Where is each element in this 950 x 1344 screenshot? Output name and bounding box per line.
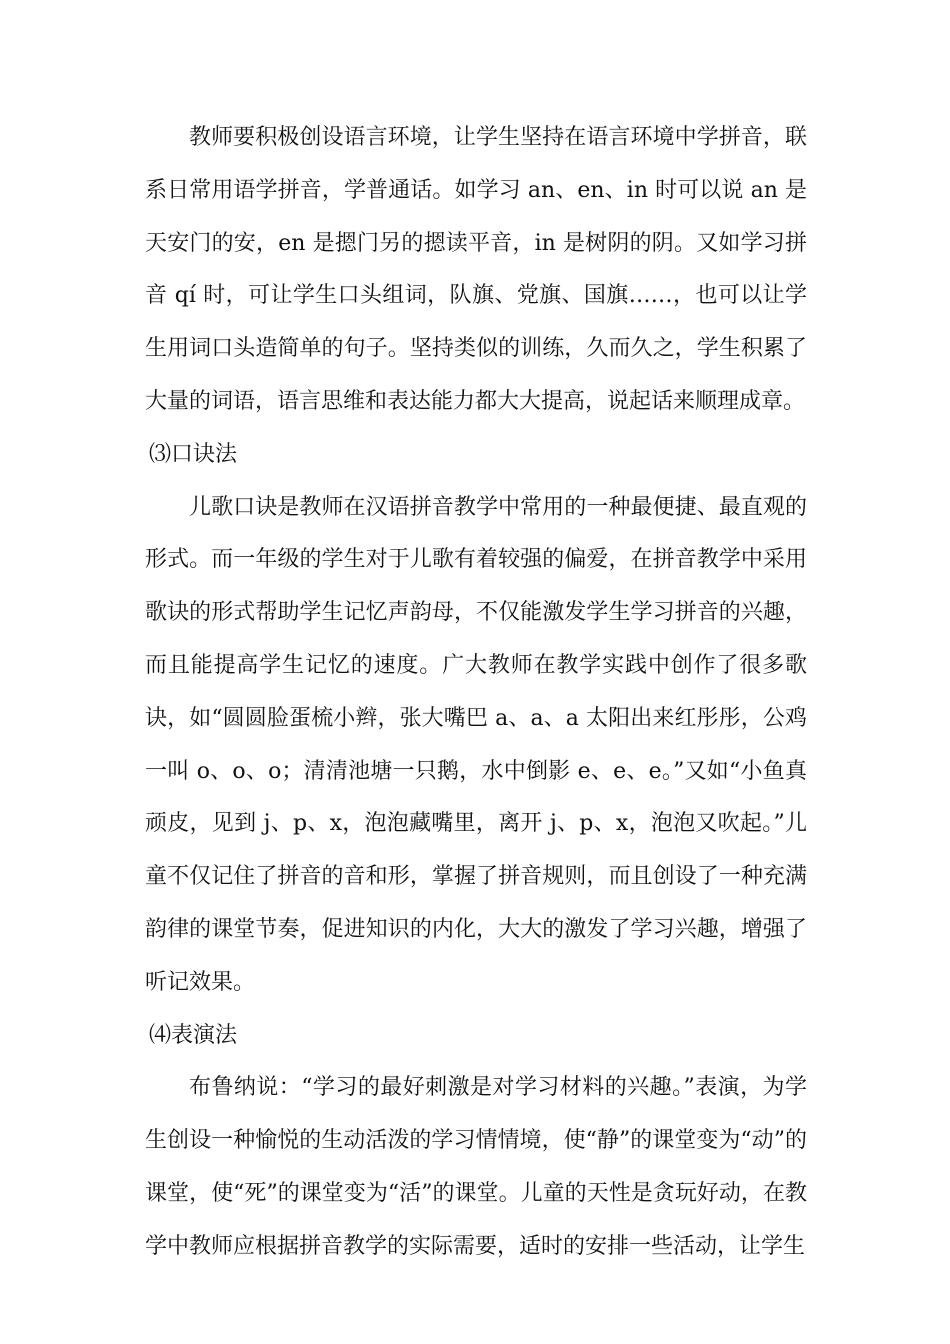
section-heading-performance-method: ⑷表演法 <box>149 1022 238 1048</box>
section-heading-mnemonic-method: ⑶口诀法 <box>149 441 238 467</box>
paragraph-mnemonic-rhymes: 儿歌口诀是教师在汉语拼音教学中常用的一种最便捷、最直观的形式。而一年级的学生对于儿歌有着较强的偏爱，在拼音教学中采用歌诀的形式帮助学生记忆声韵母，不仅能激发学生学习拼音的兴趣，而且能提高学生记忆的速度。广大教师在教学实践中创作了很多歌诀，如“圆圆脸蛋梳小辫，张大嘴巴 a、a、a 太阳出来红彤彤，公鸡一叫 o、o、o；清清池塘一只鹅，水中倒影 e、e、e。”又如“小鱼真顽皮，见到 j、p、x，泡泡藏嘴里，离开 j、p、x，泡泡又吹起。”儿童不仅记住了拼音的音和形，掌握了拼音规则，而且创设了一种充满韵律的课堂节奏，促进知识的内化，大大的激发了学习兴趣，增强了听记效果。 <box>145 494 807 995</box>
paragraph-performance: 布鲁纳说：“学习的最好刺激是对学习材料的兴趣。”表演，为学生创设一种愉悦的生动活泼的学习情情境，使“静”的课堂变为“动”的课堂，使“死”的课堂变为“活”的课堂。儿童的天性是贪玩好动，在教学中教师应根据拼音教学的实际需要，适时的安排一些活动，让学生 <box>145 1075 807 1259</box>
document-body <box>145 112 807 1274</box>
paragraph-language-environment: 教师要积极创设语言环境，让学生坚持在语言环境中学拼音，联系日常用语学拼音，学普通话。如学习 an、en、in 时可以说 an 是天安门的安，en 是摁门另的摁读平音，in 是树阴的阴。又如学习拼音 qí 时，可让学生口头组词，队旗、党旗、国旗……，也可以让学生用词口头造简单的句子。坚持类似的训练，久而久之，学生积累了大量的词语，语言思维和表达能力都大大提高，说起话来顺理成章。 <box>145 125 807 414</box>
